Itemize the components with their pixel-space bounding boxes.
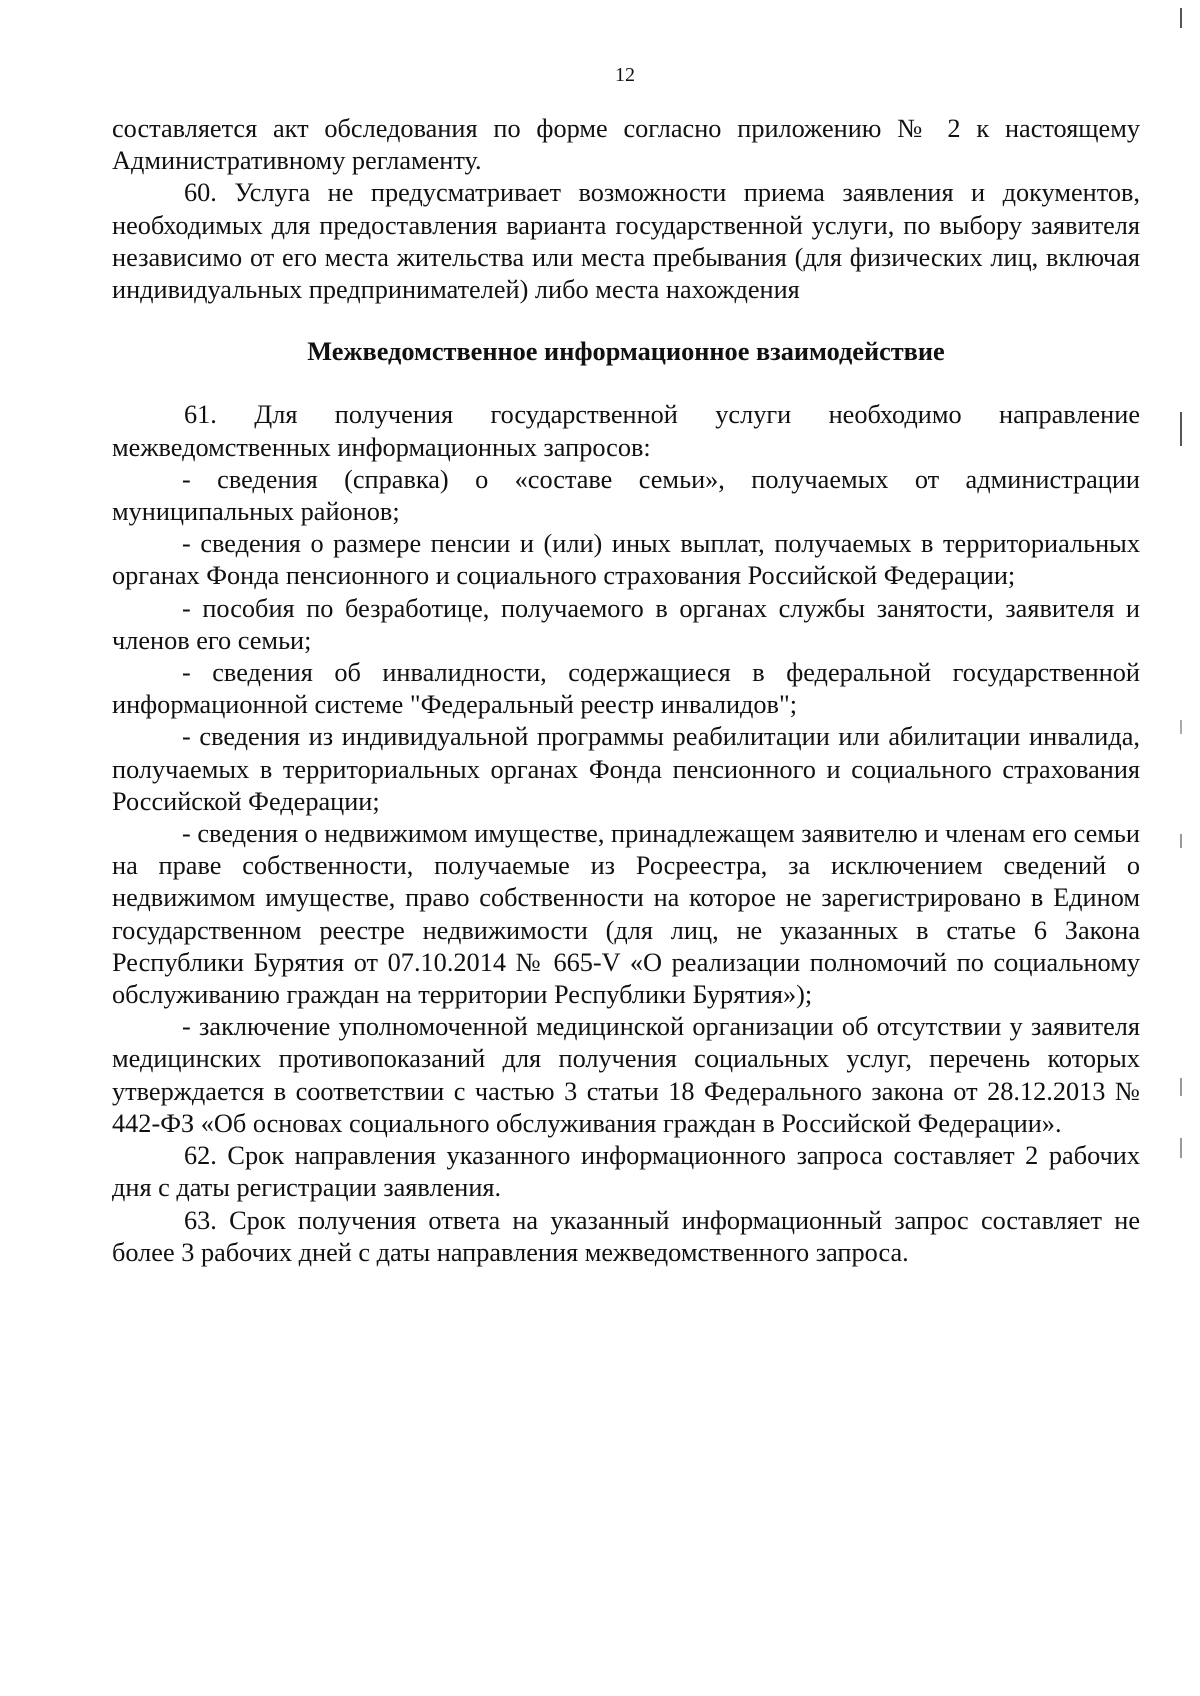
scan-edge-mark (1180, 412, 1182, 446)
list-item: - заключение уполномоченной медицинской организации об отсутствии у заявителя медицинских противопоказаний для получения социальных услуг, перечень которых утверждается в соответствии с частью 3 статьи 18 Федерального закона от 28.12.2013 № 442-ФЗ «Об основах социального обслуживания граждан в Российской Федерации». (112, 1012, 1140, 1138)
scan-edge-mark (1180, 8, 1182, 28)
list-item: - сведения (справка) о «составе семьи», получаемых от администрации муниципальных районов; (112, 464, 1140, 527)
scan-edge-mark (1180, 720, 1182, 734)
paragraph-continuation: составляется акт обследования по форме согласно приложению № 2 к настоящему Административному регламенту. (112, 114, 1140, 176)
paragraph-63: 63. Срок получения ответа на указанный информационный запрос составляет не более 3 рабочих дней с даты направления межведомственного запроса. (112, 1205, 1140, 1267)
scan-edge-mark (1180, 834, 1182, 848)
scan-edge-mark (1180, 1078, 1182, 1096)
page-number: 12 (615, 64, 635, 86)
list-item: - сведения из индивидуальной программы реабилитации или абилитации инвалида, получаемых в территориальных органах Фонда пенсионного и социального страхования Российской Федерации; (112, 722, 1140, 816)
paragraph-60: 60. Услуга не предусматривает возможности приема заявления и документов, необходимых для предоставления варианта государственной услуги, по выбору заявителя независимо от его места жительства или места пребывания (для физических лиц, включая индивидуальных предпринимателей) либо места нахождения (112, 178, 1140, 305)
list-item: - сведения о недвижимом имуществе, принадлежащем заявителю и членам его семьи на праве собственности, получаемые из Росреестра, за исключением сведений о недвижимом имуществе, право собственности на которое не зарегистрировано в Едином государственном реестре недвижимости (для лиц, не указанных в статье 6 Закона Республики Бурятия от 07.10.2014 № 665-V «О реализации полномочий по социальному обслуживанию граждан на территории Республики Бурятия»); (112, 819, 1140, 1010)
document-body (112, 113, 1140, 1269)
list-item: - сведения об инвалидности, содержащиеся в федеральной государственной информационной системе "Федеральный реестр инвалидов"; (112, 658, 1140, 720)
paragraph-61: 61. Для получения государственной услуги необходимо направление межведомственных информационных запросов: (112, 400, 1140, 462)
list-item: - сведения о размере пенсии и (или) иных выплат, получаемых в территориальных органах Фонда пенсионного и социального страхования Российской Федерации; (112, 529, 1140, 591)
section-heading: Межведомственное информационное взаимодействие (307, 337, 945, 367)
list-item: - пособия по безработице, получаемого в органах службы занятости, заявителя и членов его семьи; (112, 593, 1140, 655)
scan-edge-mark (1180, 1138, 1182, 1158)
paragraph-62: 62. Срок направления указанного информационного запроса составляет 2 рабочих дня с даты регистрации заявления. (112, 1141, 1140, 1203)
